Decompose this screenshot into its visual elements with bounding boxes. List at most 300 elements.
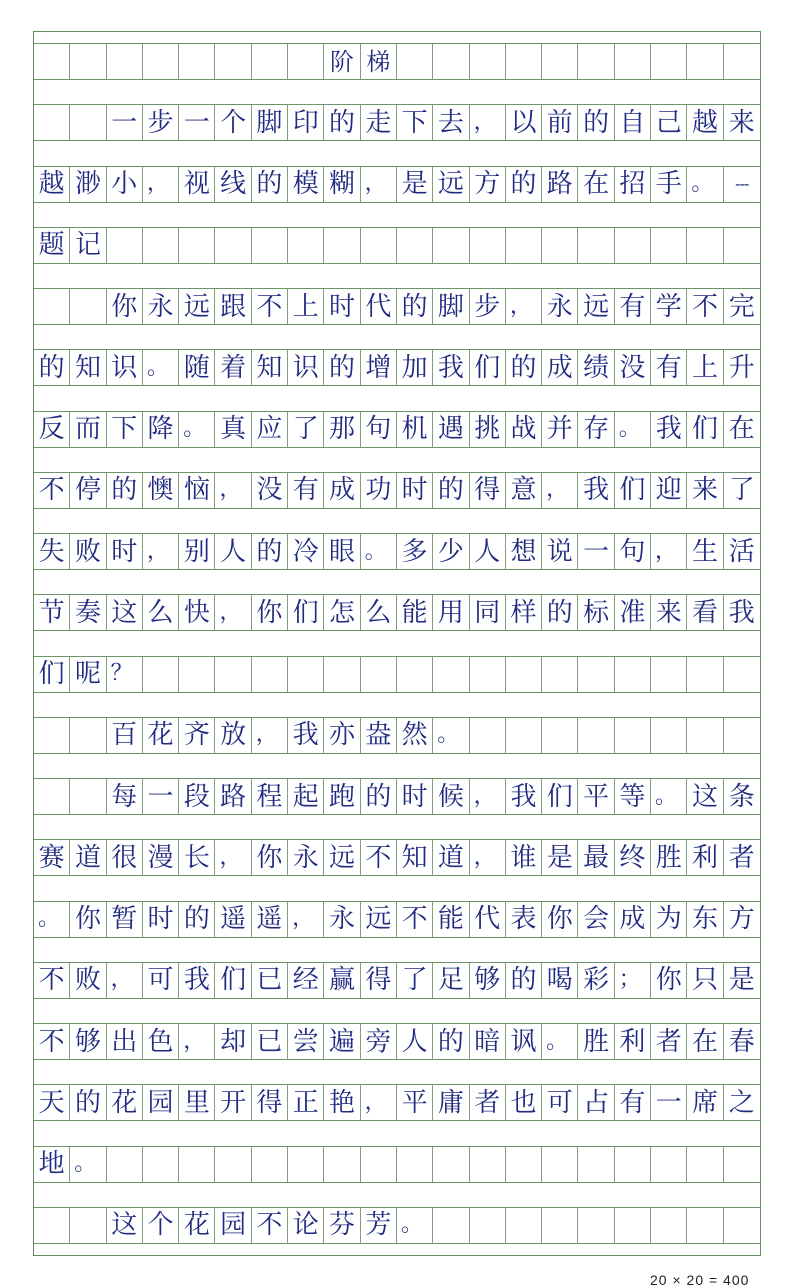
grid-cell-char: 一 (179, 105, 215, 140)
grid-cell-char: ， (651, 534, 687, 569)
grid-row (34, 594, 760, 631)
grid-cell-empty (506, 1147, 542, 1182)
grid-cell-char: 呢 (70, 657, 106, 692)
grid-cell-char: 渺 (70, 167, 106, 202)
grid-cell-char: 然 (397, 718, 433, 753)
grid-cell-char: 迎 (651, 473, 687, 508)
grid-cell-char: 能 (433, 902, 469, 937)
grid-row (34, 166, 760, 203)
grid-cell-empty (143, 657, 179, 692)
grid-cell-char: 的 (252, 167, 288, 202)
grid-cell-char: 花 (179, 1208, 215, 1243)
grid-row (34, 717, 760, 754)
grid-cell-char: 能 (397, 595, 433, 630)
grid-cell-char: 不 (397, 902, 433, 937)
grid-cell-char: 降 (143, 412, 179, 447)
grid-cell-char: 少 (433, 534, 469, 569)
grid-cell-empty (143, 1147, 179, 1182)
grid-cell-char: 是 (397, 167, 433, 202)
grid-cell-char: 你 (651, 963, 687, 998)
grid-cell-empty (433, 657, 469, 692)
grid-cell-empty (542, 718, 578, 753)
grid-cell-char: 前 (542, 105, 578, 140)
grid-cell-char: 了 (397, 963, 433, 998)
grid-cell-char: 有 (288, 473, 324, 508)
grid-cell-char: 不 (34, 963, 70, 998)
grid-cell-char: 路 (215, 779, 251, 814)
grid-cell-char: 随 (179, 350, 215, 385)
grid-cell-char: 胜 (651, 840, 687, 875)
grid-cell-empty (107, 1147, 143, 1182)
grid-cell-char: 得 (361, 963, 397, 998)
grid-cell-char: 时 (397, 779, 433, 814)
grid-cell-empty (506, 228, 542, 263)
grid-cell-char: 暂 (107, 902, 143, 937)
grid-cell-char: 这 (107, 1208, 143, 1243)
grid-cell-char: 一 (107, 105, 143, 140)
grid-cell-char: 小 (107, 167, 143, 202)
grid-cell-char: 么 (143, 595, 179, 630)
grid-cell-char: 停 (70, 473, 106, 508)
grid-cell-char: 天 (34, 1085, 70, 1120)
grid-cell-empty (397, 1147, 433, 1182)
grid-cell-char: 不 (687, 289, 723, 324)
grid-cell-empty (324, 228, 360, 263)
grid-cell-empty (724, 1147, 760, 1182)
grid-cell-char: 候 (433, 779, 469, 814)
grid-cell-empty (506, 1208, 542, 1243)
grid-cell-char: 知 (70, 350, 106, 385)
grid-cell-char: 恼 (179, 473, 215, 508)
grid-cell-empty (651, 657, 687, 692)
grid-cell-char: 利 (687, 840, 723, 875)
grid-cell-char: 的 (578, 105, 614, 140)
grid-cell-char: ； (615, 963, 651, 998)
grid-cell-empty (724, 1208, 760, 1243)
grid-cell-char: 机 (397, 412, 433, 447)
grid-cell-char: 想 (506, 534, 542, 569)
grid-cell-char: 够 (470, 963, 506, 998)
grid-row (34, 1207, 760, 1244)
grid-cell-char: ， (215, 840, 251, 875)
grid-cell-char: 真 (215, 412, 251, 447)
grid-cell-char: 之 (728, 1087, 755, 1118)
grid-cell-char: 路 (542, 167, 578, 202)
grid-cell-empty (288, 657, 324, 692)
grid-cell-char: 讽 (506, 1024, 542, 1059)
grid-row (34, 533, 760, 570)
grid-cell-char: 盎 (361, 718, 397, 753)
grid-cell-char: 者 (728, 842, 755, 873)
grid-cell-char: 旁 (361, 1024, 397, 1059)
grid-cell-empty (288, 1147, 324, 1182)
grid-cell-char: 道 (433, 840, 469, 875)
grid-cell-empty (542, 44, 578, 79)
grid-cell-char: 不 (361, 840, 397, 875)
grid-cell-char: 以 (506, 105, 542, 140)
grid-cell-char: 得 (470, 473, 506, 508)
grid-cell-char: 可 (143, 963, 179, 998)
grid-cell-empty (34, 718, 70, 753)
grid-cell-char: 那 (324, 412, 360, 447)
grid-cell-empty (651, 1147, 687, 1182)
grid-cell-char: 的 (506, 167, 542, 202)
grid-cell-char: 遥 (215, 902, 251, 937)
grid-cell-char: 占 (578, 1085, 614, 1120)
grid-cell-empty (506, 44, 542, 79)
grid-cell-char: 线 (215, 167, 251, 202)
grid-cell-char: 败 (70, 534, 106, 569)
grid-cell-char: 我 (433, 350, 469, 385)
grid-cell-char: 奏 (70, 595, 106, 630)
grid-cell-char: 败 (70, 963, 106, 998)
grid-cell-char: 彩 (578, 963, 614, 998)
grid-cell-char: 手 (651, 167, 687, 202)
grid-cell-empty (324, 1147, 360, 1182)
grid-cell-char: 步 (470, 289, 506, 324)
grid-cell-char: 不 (252, 1208, 288, 1243)
grid-cell-char: ， (288, 902, 324, 937)
grid-row (34, 288, 760, 325)
grid-cell-char: 的 (361, 779, 397, 814)
grid-cell-empty (687, 1208, 723, 1243)
grid-cell-char: ， (470, 840, 506, 875)
grid-cell-char: 标 (578, 595, 614, 630)
grid-cell-char: 上 (288, 289, 324, 324)
grid-row (34, 349, 760, 386)
grid-cell-empty (70, 1208, 106, 1243)
grid-cell-char: 应 (252, 412, 288, 447)
grid-cell-char: 上 (687, 350, 723, 385)
grid-size-footer: 20 × 20 = 400 (650, 1272, 750, 1288)
grid-cell-empty (215, 657, 251, 692)
grid-row (34, 43, 760, 80)
grid-cell-char: 的 (542, 595, 578, 630)
grid-cell-empty (470, 718, 506, 753)
grid-cell-char: 阶 (324, 44, 360, 79)
grid-cell-char: 己 (651, 105, 687, 140)
grid-cell-char: 存 (578, 412, 614, 447)
grid-cell-char: 懊 (143, 473, 179, 508)
grid-cell-empty (578, 718, 614, 753)
grid-cell-char: ， (252, 718, 288, 753)
grid-cell-char: 的 (433, 1024, 469, 1059)
grid-cell-empty (324, 657, 360, 692)
grid-cell-empty (542, 1208, 578, 1243)
grid-cell-char: 着 (215, 350, 251, 385)
grid-cell-empty (470, 657, 506, 692)
grid-cell-char: 脚 (252, 105, 288, 140)
grid-cell-char: 的 (324, 350, 360, 385)
grid-cell-char: 足 (433, 963, 469, 998)
grid-cell-char: 们 (470, 350, 506, 385)
grid-cell-char: 成 (324, 473, 360, 508)
grid-cell-char: ， (542, 473, 578, 508)
grid-cell-char: 们 (542, 779, 578, 814)
grid-cell-empty (651, 44, 687, 79)
grid-cell-empty (34, 44, 70, 79)
grid-cell-char: ？ (107, 657, 143, 692)
grid-cell-char: 在 (728, 414, 755, 445)
grid-cell-char: 芬 (324, 1208, 360, 1243)
grid-cell-empty (215, 44, 251, 79)
grid-cell-char: 们 (687, 412, 723, 447)
grid-cell-char: 人 (470, 534, 506, 569)
grid-cell-char: --- (735, 174, 749, 194)
grid-cell-char: 程 (252, 779, 288, 814)
grid-cell-char: 却 (215, 1024, 251, 1059)
grid-cell-char: 怎 (324, 595, 360, 630)
grid-cell-empty (433, 228, 469, 263)
grid-cell-char: 最 (578, 840, 614, 875)
grid-cell-char: 会 (578, 902, 614, 937)
grid-cell-char: 增 (361, 350, 397, 385)
grid-cell-char: 视 (179, 167, 215, 202)
grid-row (34, 1084, 760, 1121)
grid-cell-char: 个 (143, 1208, 179, 1243)
grid-cell-char: 里 (179, 1085, 215, 1120)
grid-cell-char: 模 (288, 167, 324, 202)
grid-cell-char: 。 (615, 412, 651, 447)
grid-cell-char: 也 (506, 1085, 542, 1120)
grid-row (34, 411, 760, 448)
grid-cell-char: 赛 (34, 840, 70, 875)
grid-cell-char: 来 (687, 473, 723, 508)
grid-cell-char: 长 (179, 840, 215, 875)
grid-cell-empty (361, 1147, 397, 1182)
grid-cell-char: 利 (615, 1024, 651, 1059)
grid-cell-char: 表 (506, 902, 542, 937)
grid-cell-char: 艳 (324, 1085, 360, 1120)
grid-cell-empty (179, 44, 215, 79)
grid-cell-char: 很 (107, 840, 143, 875)
grid-cell-char: 节 (34, 595, 70, 630)
grid-cell-char: 意 (506, 473, 542, 508)
grid-cell-char: 在 (578, 167, 614, 202)
grid-cell-char: 知 (252, 350, 288, 385)
grid-cell-empty (179, 228, 215, 263)
grid-cell-empty (397, 44, 433, 79)
grid-row (34, 472, 760, 509)
grid-cell-char: 你 (70, 902, 106, 937)
grid-cell-char: 放 (215, 718, 251, 753)
grid-cell-char: 。 (179, 412, 215, 447)
grid-cell-char: 用 (433, 595, 469, 630)
grid-cell-char: 而 (70, 412, 106, 447)
grid-cell-char: 不 (34, 473, 70, 508)
grid-cell-empty (506, 657, 542, 692)
grid-cell-char: 句 (361, 412, 397, 447)
composition-grid-sheet (33, 31, 761, 1256)
grid-cell-char: 战 (506, 412, 542, 447)
grid-cell-char: 开 (215, 1085, 251, 1120)
grid-cell-empty (70, 718, 106, 753)
grid-cell-char: 。 (361, 534, 397, 569)
grid-cell-char: 功 (361, 473, 397, 508)
grid-cell-char: 暗 (470, 1024, 506, 1059)
grid-cell-char: 有 (615, 1085, 651, 1120)
grid-cell-char: 遥 (252, 902, 288, 937)
grid-cell-empty (470, 1208, 506, 1243)
grid-cell-char: 成 (542, 350, 578, 385)
grid-cell-char: ， (215, 595, 251, 630)
grid-cell-char: 我 (506, 779, 542, 814)
grid-cell-char: 记 (70, 228, 106, 263)
grid-cell-char: 别 (179, 534, 215, 569)
grid-cell-char: ， (143, 167, 179, 202)
grid-cell-char: 反 (34, 412, 70, 447)
grid-cell-empty (651, 1208, 687, 1243)
grid-cell-char: 你 (252, 840, 288, 875)
grid-row (34, 901, 760, 938)
grid-cell-char: 并 (542, 412, 578, 447)
grid-cell-char: 有 (651, 350, 687, 385)
grid-cell-char: 步 (143, 105, 179, 140)
grid-cell-char: 只 (687, 963, 723, 998)
grid-cell-char: 道 (70, 840, 106, 875)
grid-cell-char: 够 (70, 1024, 106, 1059)
grid-cell-char: 冷 (288, 534, 324, 569)
grid-row (34, 1023, 760, 1060)
grid-cell-char: 时 (324, 289, 360, 324)
grid-cell-char: 花 (143, 718, 179, 753)
grid-cell-char: 自 (615, 105, 651, 140)
grid-cell-char: 不 (252, 289, 288, 324)
grid-cell-empty (252, 1147, 288, 1182)
grid-cell-empty (433, 44, 469, 79)
grid-cell-empty (70, 44, 106, 79)
grid-cell-empty (34, 779, 70, 814)
grid-cell-char: 永 (542, 289, 578, 324)
grid-cell-char: 芳 (361, 1208, 397, 1243)
grid-cell-empty (70, 779, 106, 814)
grid-cell-empty (397, 657, 433, 692)
grid-cell-empty (179, 1147, 215, 1182)
grid-cell-empty (70, 105, 106, 140)
grid-cell-empty (34, 289, 70, 324)
grid-cell-char: 们 (215, 963, 251, 998)
grid-row (34, 778, 760, 815)
grid-cell-empty (288, 44, 324, 79)
grid-cell-char: 正 (288, 1085, 324, 1120)
grid-cell-char: 远 (578, 289, 614, 324)
grid-cell-char: 句 (615, 534, 651, 569)
grid-cell-empty (615, 657, 651, 692)
grid-cell-char: 越 (34, 167, 70, 202)
grid-cell-char: 你 (252, 595, 288, 630)
grid-cell-char: ， (107, 963, 143, 998)
grid-cell-char: 挑 (470, 412, 506, 447)
grid-cell-char: ， (179, 1024, 215, 1059)
grid-cell-char: 已 (252, 963, 288, 998)
grid-cell-char: 。 (397, 1208, 433, 1243)
grid-cell-char: 样 (506, 595, 542, 630)
grid-cell-char: 识 (288, 350, 324, 385)
grid-cell-char: 远 (179, 289, 215, 324)
grid-cell-char: 时 (107, 534, 143, 569)
grid-cell-char: 下 (107, 412, 143, 447)
grid-cell-empty (651, 718, 687, 753)
grid-cell-empty (687, 228, 723, 263)
grid-cell-empty (724, 228, 760, 263)
grid-cell-char: 经 (288, 963, 324, 998)
grid-cell-char: 的 (179, 902, 215, 937)
grid-cell-char: 下 (397, 105, 433, 140)
grid-cell-char: 了 (728, 475, 755, 506)
grid-cell-char: 多 (397, 534, 433, 569)
grid-cell-char: 永 (324, 902, 360, 937)
grid-cell-char: 来 (651, 595, 687, 630)
grid-cell-char: 每 (107, 779, 143, 814)
grid-cell-char: 时 (143, 902, 179, 937)
grid-cell-char: 的 (506, 350, 542, 385)
grid-cell-empty (215, 228, 251, 263)
grid-cell-empty (70, 289, 106, 324)
grid-cell-empty (615, 718, 651, 753)
grid-cell-char: 了 (288, 412, 324, 447)
grid-cell-char: 脚 (433, 289, 469, 324)
grid-cell-empty (143, 228, 179, 263)
grid-cell-char: 的 (324, 105, 360, 140)
grid-cell-char: 方 (728, 904, 755, 935)
grid-cell-char: 园 (215, 1208, 251, 1243)
grid-cell-char: 远 (433, 167, 469, 202)
grid-cell-char: 遍 (324, 1024, 360, 1059)
grid-cell-empty (724, 718, 760, 753)
grid-cell-char: 看 (687, 595, 723, 630)
grid-cell-empty (34, 105, 70, 140)
grid-cell-char: 胜 (578, 1024, 614, 1059)
grid-cell-char: 是 (542, 840, 578, 875)
grid-cell-char: 庸 (433, 1085, 469, 1120)
grid-cell-char: 春 (728, 1026, 755, 1057)
grid-cell-empty (615, 228, 651, 263)
grid-row (34, 839, 760, 876)
grid-cell-char: 的 (107, 473, 143, 508)
grid-cell-char: 为 (651, 902, 687, 937)
grid-cell-empty (615, 1147, 651, 1182)
grid-row (34, 104, 760, 141)
grid-cell-char: 我 (288, 718, 324, 753)
grid-cell-char: 一 (651, 1085, 687, 1120)
grid-cell-char: 走 (361, 105, 397, 140)
grid-cell-char: 越 (687, 105, 723, 140)
grid-cell-char: 活 (728, 536, 755, 567)
grid-cell-char: 一 (578, 534, 614, 569)
grid-cell-char: 亦 (324, 718, 360, 753)
grid-cell-char: 们 (615, 473, 651, 508)
grid-cell-empty (470, 44, 506, 79)
grid-cell-char: 绩 (578, 350, 614, 385)
grid-cell-empty (687, 657, 723, 692)
grid-cell-empty (252, 228, 288, 263)
grid-cell-char: 得 (252, 1085, 288, 1120)
grid-cell-empty (252, 657, 288, 692)
grid-cell-empty (542, 228, 578, 263)
grid-cell-char: ， (143, 534, 179, 569)
grid-cell-char: 赢 (324, 963, 360, 998)
grid-row (34, 962, 760, 999)
grid-cell-char: 永 (288, 840, 324, 875)
grid-cell-char: 齐 (179, 718, 215, 753)
grid-cell-char: 去 (433, 105, 469, 140)
grid-cell-empty (215, 1147, 251, 1182)
grid-cell-char: 有 (615, 289, 651, 324)
grid-cell-char: 永 (143, 289, 179, 324)
grid-cell-char: 来 (728, 107, 755, 138)
grid-cell-char: 我 (651, 412, 687, 447)
grid-cell-char: 。 (433, 718, 469, 753)
